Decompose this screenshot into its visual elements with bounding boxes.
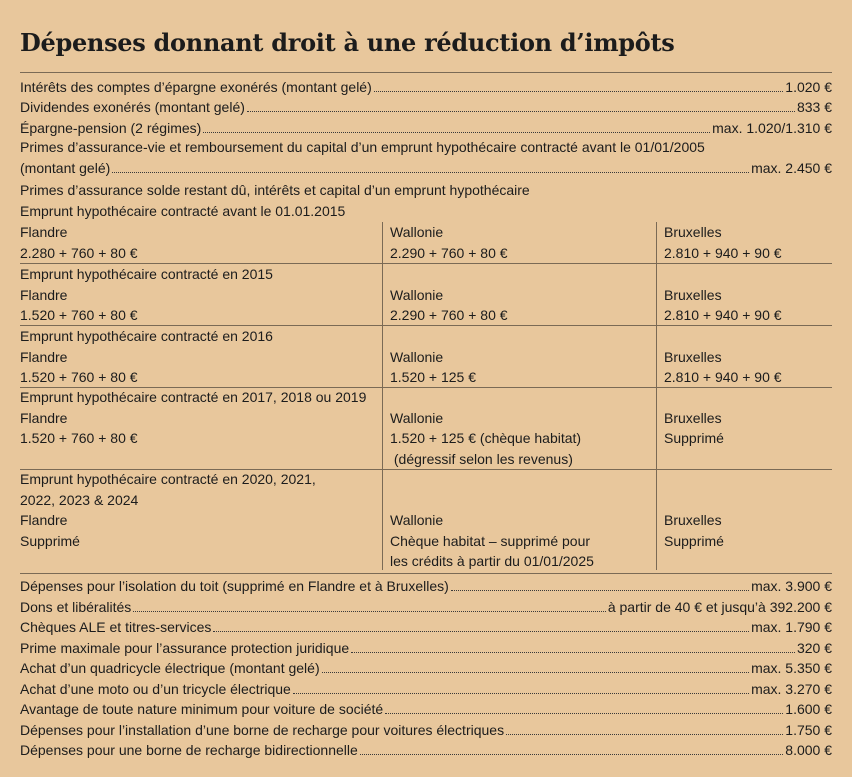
cell-bruxelles xyxy=(664,222,782,263)
region-value: 1.520 + 125 € xyxy=(390,369,477,385)
cell-flandre xyxy=(20,387,366,449)
region-label: Flandre xyxy=(20,348,68,365)
region-label: Bruxelles xyxy=(664,286,722,303)
cell-bruxelles xyxy=(664,347,782,388)
region-value: Supprimé xyxy=(20,532,80,549)
region-value: 1.520 + 760 + 80 € xyxy=(20,369,138,385)
region-value: 1.520 + 125 € (chèque habitat) xyxy=(390,430,582,446)
leader-dots xyxy=(506,734,783,735)
cell-wallonie xyxy=(390,222,508,263)
item-value: 1.020 € xyxy=(785,79,832,95)
cell-wallonie xyxy=(390,347,476,388)
leader-dots xyxy=(133,611,606,612)
region-value: 1.520 + 760 + 80 € xyxy=(20,307,138,323)
cell-wallonie xyxy=(390,510,594,572)
item-label: Chèques ALE et titres-services xyxy=(20,619,212,635)
item-value: max. 1.790 € xyxy=(751,619,832,635)
region-label: Flandre xyxy=(20,512,68,528)
cell-wallonie xyxy=(390,285,508,326)
region-value: Supprimé xyxy=(664,532,724,549)
item-value: à partir de 40 € et jusqu’à 392.200 € xyxy=(607,599,832,615)
region-label: Wallonie xyxy=(390,286,444,303)
row-heading: Emprunt hypothécaire contracté en 2020, 2021, xyxy=(20,471,316,487)
cell-flandre xyxy=(20,326,273,388)
item-label: Dépenses pour une borne de recharge bidirectionnelle xyxy=(20,742,358,758)
item-label: Dépenses pour l’installation d’une borne de recharge pour voitures électriques xyxy=(20,722,505,738)
list-item xyxy=(20,575,832,595)
page-title: Dépenses donnant droit à une réduction d’impôts xyxy=(20,28,675,57)
item-value: max. 1.020/1.310 € xyxy=(712,120,832,136)
row-heading: Emprunt hypothécaire contracté en 2016 xyxy=(20,328,273,344)
cell-wallonie xyxy=(390,408,581,470)
cell-flandre xyxy=(20,264,273,326)
list-item xyxy=(20,739,832,759)
leader-dots xyxy=(293,693,749,694)
cell-bruxelles xyxy=(664,510,724,551)
row-heading: Emprunt hypothécaire contracté en 2017, 2018 ou 2019 xyxy=(20,389,367,405)
item-value: 1.750 € xyxy=(785,722,832,738)
leader-dots xyxy=(360,754,783,755)
region-label: Wallonie xyxy=(390,224,444,240)
item-value: 8.000 € xyxy=(785,742,832,758)
item-value: max. 3.900 € xyxy=(751,578,832,594)
cell-flandre xyxy=(20,222,138,263)
solde-subheading: Emprunt hypothécaire contracté avant le 01.01.2015 xyxy=(20,203,346,219)
leader-dots xyxy=(385,713,783,714)
region-note: les crédits à partir du 01/01/2025 xyxy=(390,553,594,569)
list-item xyxy=(20,616,832,636)
region-value: 2.810 + 940 + 90 € xyxy=(664,307,782,323)
leader-dots xyxy=(322,672,749,673)
item-label: Dividendes exonérés (montant gelé) xyxy=(20,99,245,115)
list-item xyxy=(20,76,832,96)
item-label: Achat d’un quadricycle électrique (montant gelé) xyxy=(20,660,320,676)
top-divider xyxy=(20,72,832,73)
list-item xyxy=(20,596,832,616)
item-label: (montant gelé) xyxy=(20,160,111,176)
leader-dots xyxy=(374,91,784,92)
row-heading: Emprunt hypothécaire contracté en 2015 xyxy=(20,266,273,282)
assurance-vie-line1: Primes d’assurance-vie et remboursement du capital d’un emprunt hypothécaire contracté avant le 01/01/2005 xyxy=(20,139,705,155)
leader-dots xyxy=(451,590,749,591)
leader-dots xyxy=(112,172,749,173)
region-label: Bruxelles xyxy=(664,224,722,240)
region-value: 2.280 + 760 + 80 € xyxy=(20,244,138,261)
column-divider xyxy=(382,222,383,570)
item-label: Achat d’une moto ou d’un tricycle électrique xyxy=(20,681,291,697)
list-item xyxy=(20,678,832,698)
leader-dots xyxy=(351,652,795,653)
region-value: 2.290 + 760 + 80 € xyxy=(390,307,508,323)
region-label: Bruxelles xyxy=(664,512,722,528)
region-note: (dégressif selon les revenus) xyxy=(390,450,573,467)
region-value: 1.520 + 760 + 80 € xyxy=(20,430,138,446)
item-value: 833 € xyxy=(796,99,832,115)
item-label: Dépenses pour l’isolation du toit (supprimé en Flandre et à Bruxelles) xyxy=(20,578,449,594)
list-item xyxy=(20,157,832,177)
column-divider xyxy=(656,222,657,570)
leader-dots xyxy=(203,132,710,133)
region-value: Supprimé xyxy=(664,430,724,446)
item-label: Dons et libéralités xyxy=(20,599,132,615)
cell-bruxelles xyxy=(664,285,782,326)
row-heading: 2022, 2023 & 2024 xyxy=(20,491,139,508)
table-bottom-divider xyxy=(20,573,832,574)
region-label: Bruxelles xyxy=(664,409,722,426)
item-value: max. 2.450 € xyxy=(751,160,832,176)
list-item xyxy=(20,117,832,137)
item-label: Avantage de toute nature minimum pour voiture de société xyxy=(20,701,384,717)
region-label: Wallonie xyxy=(390,512,444,528)
cell-bruxelles xyxy=(664,408,724,449)
region-label: Flandre xyxy=(20,409,68,426)
item-label: Prime maximale pour l’assurance protection juridique xyxy=(20,640,350,656)
item-value: max. 3.270 € xyxy=(751,681,832,697)
leader-dots xyxy=(213,631,749,632)
item-value: 1.600 € xyxy=(785,701,832,717)
list-item xyxy=(20,719,832,739)
region-value: 2.810 + 940 + 90 € xyxy=(664,369,782,385)
region-value: Chèque habitat – supprimé pour xyxy=(390,532,591,549)
region-label: Bruxelles xyxy=(664,348,722,365)
cell-flandre xyxy=(20,469,316,551)
region-label: Flandre xyxy=(20,224,68,240)
item-value: 320 € xyxy=(796,640,832,656)
list-item xyxy=(20,698,832,718)
item-label: Épargne-pension (2 régimes) xyxy=(20,120,202,136)
region-value: 2.810 + 940 + 90 € xyxy=(664,244,782,261)
solde-heading: Primes d’assurance solde restant dû, intérêts et capital d’un emprunt hypothécaire xyxy=(20,182,530,198)
region-label: Flandre xyxy=(20,286,68,303)
item-value: max. 5.350 € xyxy=(751,660,832,676)
list-item xyxy=(20,657,832,677)
region-value: 2.290 + 760 + 80 € xyxy=(390,244,508,261)
leader-dots xyxy=(247,111,795,112)
region-label: Wallonie xyxy=(390,409,444,426)
list-item xyxy=(20,96,832,116)
region-label: Wallonie xyxy=(390,348,444,365)
list-item xyxy=(20,637,832,657)
item-label: Intérêts des comptes d’épargne exonérés (montant gelé) xyxy=(20,79,372,95)
